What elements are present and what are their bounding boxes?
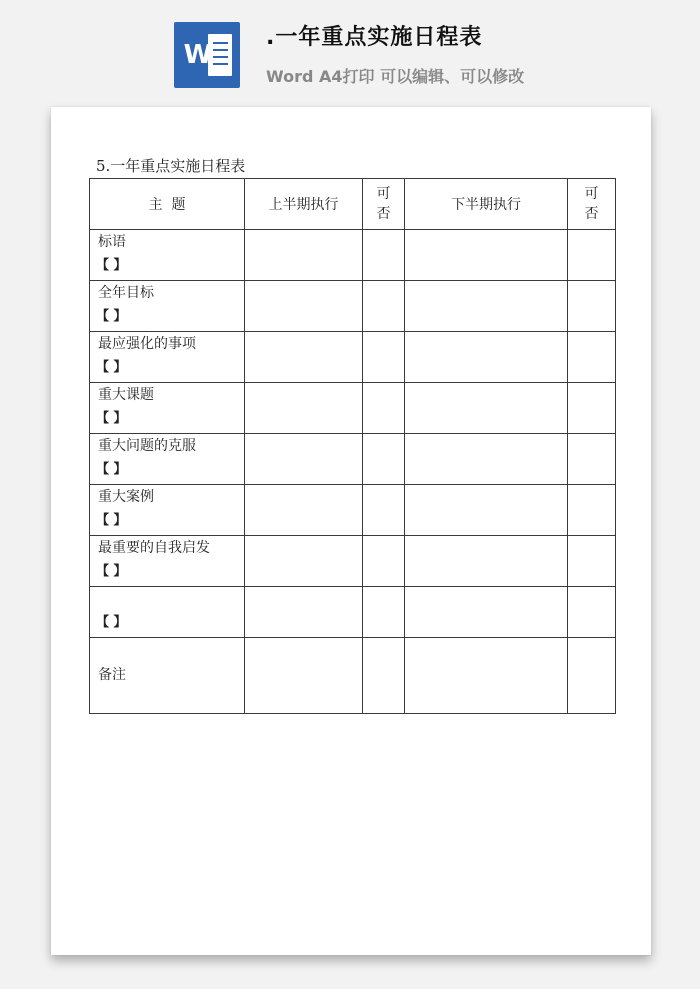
first-ok-cell[interactable] [363,587,405,638]
topic-cell [90,281,245,332]
word-app-icon [174,22,240,88]
notes-second-ok-cell[interactable] [568,638,616,714]
notes-first-ok-cell[interactable] [363,638,405,714]
topic-bracket: 【 】 [96,462,127,477]
document-heading: 5.一年重点实施日程表 [96,157,246,175]
header-second-ok: 可 否 [568,179,616,230]
second-ok-cell[interactable] [568,230,616,281]
notes-label: 备注 [98,667,126,683]
topic-bracket: 【 】 [96,411,127,426]
topic-bracket: 【 】 [96,513,127,528]
second-half-cell[interactable] [405,281,568,332]
topic-cell [90,332,245,383]
first-ok-cell[interactable] [363,281,405,332]
second-ok-cell[interactable] [568,383,616,434]
topic-cell [90,434,245,485]
header-first-ok: 可 否 [363,179,405,230]
first-ok-cell[interactable] [363,383,405,434]
second-half-cell[interactable] [405,536,568,587]
header-banner [0,0,700,100]
schedule-table [89,178,616,714]
topic-bracket: 【 】 [96,564,127,579]
topic-bracket: 【 】 [96,360,127,375]
header-first-half: 上半期执行 [245,179,363,230]
second-half-cell[interactable] [405,332,568,383]
first-ok-cell[interactable] [363,434,405,485]
table-row [90,383,616,434]
table-row [90,536,616,587]
notes-label-cell [90,638,245,714]
header-topic: 主 题 [90,179,245,230]
topic-bracket: 【 】 [96,309,127,324]
topic-cell [90,383,245,434]
topic-label [90,587,244,609]
first-ok-cell[interactable] [363,332,405,383]
second-ok-cell[interactable] [568,281,616,332]
notes-second-half-cell[interactable] [405,638,568,714]
second-half-cell[interactable] [405,485,568,536]
table-header-row [90,179,616,230]
second-ok-cell[interactable] [568,332,616,383]
second-half-cell[interactable] [405,230,568,281]
second-half-cell[interactable] [405,383,568,434]
second-ok-cell[interactable] [568,434,616,485]
first-ok-cell[interactable] [363,536,405,587]
topic-bracket: 【 】 [96,258,127,273]
second-ok-cell[interactable] [568,485,616,536]
first-half-cell[interactable] [245,587,363,638]
word-letter-icon: W [183,40,213,70]
header-second-half: 下半期执行 [405,179,568,230]
second-half-cell[interactable] [405,587,568,638]
second-ok-cell[interactable] [568,536,616,587]
second-half-cell[interactable] [405,434,568,485]
table-row [90,587,616,638]
first-half-cell[interactable] [245,281,363,332]
topic-bracket: 【 】 [96,615,127,630]
first-half-cell[interactable] [245,485,363,536]
table-row [90,485,616,536]
second-ok-cell[interactable] [568,587,616,638]
first-ok-cell[interactable] [363,485,405,536]
topic-label: 最重要的自我启发 [98,540,210,556]
first-half-cell[interactable] [245,536,363,587]
first-half-cell[interactable] [245,383,363,434]
topic-label: 标语 [98,234,126,250]
table-row [90,281,616,332]
page-title: .一年重点实施日程表 [266,25,483,50]
notes-first-half-cell[interactable] [245,638,363,714]
topic-cell [90,587,245,638]
first-half-cell[interactable] [245,434,363,485]
first-ok-cell[interactable] [363,230,405,281]
topic-cell [90,230,245,281]
topic-label: 重大课题 [98,387,154,403]
topic-cell [90,485,245,536]
topic-label: 最应强化的事项 [98,336,196,352]
topic-label: 重大问题的克服 [98,438,196,454]
page-subtitle: Word A4打印 可以编辑、可以修改 [266,67,525,86]
table-row [90,332,616,383]
topic-cell [90,536,245,587]
first-half-cell[interactable] [245,230,363,281]
topic-label: 重大案例 [98,489,154,505]
table-row [90,230,616,281]
first-half-cell[interactable] [245,332,363,383]
topic-label: 全年目标 [98,285,154,301]
notes-row [90,638,616,714]
table-row [90,434,616,485]
